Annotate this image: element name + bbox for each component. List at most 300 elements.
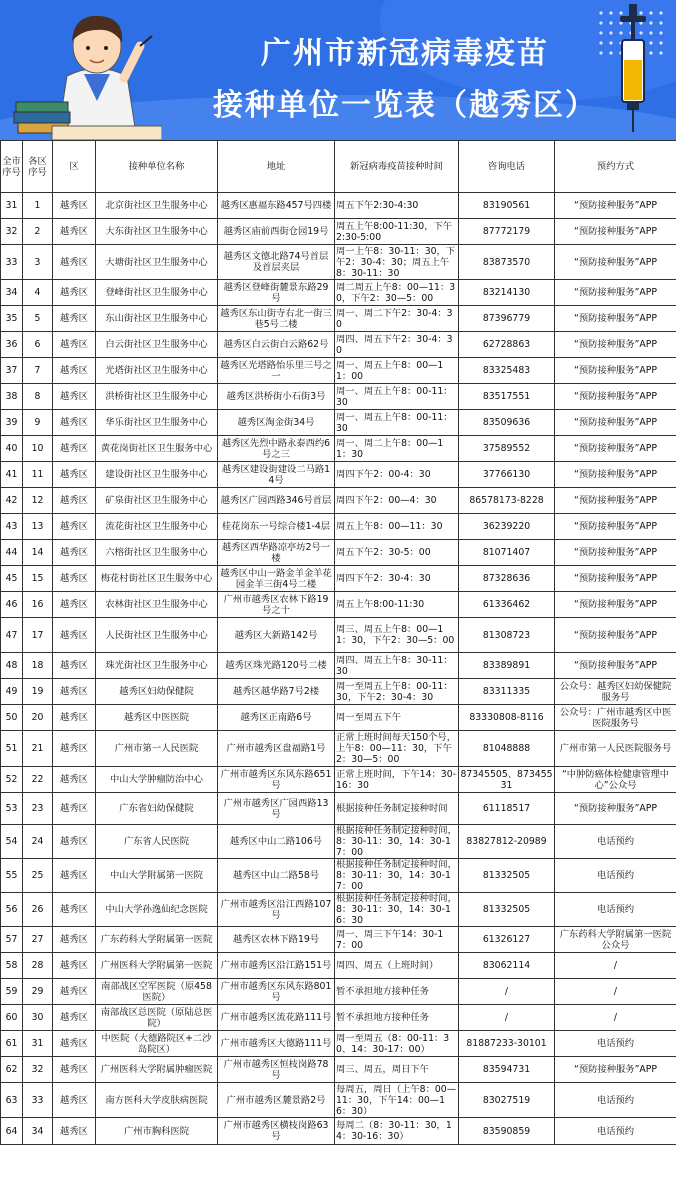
district-cell: 越秀区 [53,731,96,767]
city-seq-cell: 60 [1,1005,23,1031]
district-cell: 越秀区 [53,280,96,306]
unit-name-cell: 大东街社区卫生服务中心 [96,219,218,245]
unit-name-cell: 梅花村街社区卫生服务中心 [96,566,218,592]
city-seq-cell: 34 [1,280,23,306]
city-seq-cell: 36 [1,332,23,358]
district-cell: 越秀区 [53,410,96,436]
unit-name-cell: 建设街社区卫生服务中心 [96,462,218,488]
booking-cell: “预防接种服务”APP [555,592,676,618]
city-seq-cell: 64 [1,1118,23,1145]
phone-cell: 37589552 [459,436,555,462]
time-cell: 根据接种任务制定接种时间，8：30-11：30，14：30-17：00 [336,825,457,858]
unit-name-cell: 光塔街社区卫生服务中心 [96,358,218,384]
table-row [1,679,676,705]
district-cell: 越秀区 [53,358,96,384]
phone-cell: 81308723 [459,618,555,653]
time-cell: 周一、周二上午8：00—11：30 [335,436,459,462]
address-cell: 越秀区中山二路58号 [218,859,335,893]
unit-name-cell: 越秀区中医医院 [96,705,218,731]
phone-cell: / [459,1005,555,1031]
phone-cell: 83517551 [459,384,555,410]
district-cell: 越秀区 [53,793,96,825]
district-seq-cell: 1 [23,193,53,219]
booking-cell: “预防接种服务”APP [555,306,676,332]
table-row [1,953,676,979]
district-cell: 越秀区 [53,514,96,540]
district-cell: 越秀区 [53,436,96,462]
time-cell: 周二周五上午8：00—11：30，下午2：30—5：00 [335,280,459,306]
unit-name-cell: 流花街社区卫生服务中心 [96,514,218,540]
phone-cell: 62728863 [459,332,555,358]
phone-cell: 81071407 [459,540,555,566]
address-cell: 越秀区正南路6号 [218,705,335,731]
unit-name-cell: 北京街社区卫生服务中心 [96,193,218,219]
address-cell: 越秀区广园西路346号首层 [218,488,335,514]
syringe-icon [612,4,654,134]
unit-name-cell: 黄花岗街社区卫生服务中心 [96,436,218,462]
booking-cell: / [555,1005,676,1031]
district-seq-cell: 25 [23,859,53,893]
phone-cell: 83325483 [459,358,555,384]
booking-cell: / [555,953,676,979]
booking-cell: “预防接种服务”APP [555,384,676,410]
district-cell: 越秀区 [53,1118,96,1145]
time-cell: 周一、周五上午8：00—11：00 [335,358,459,384]
district-cell: 越秀区 [53,825,96,859]
district-cell: 越秀区 [53,592,96,618]
district-cell: 越秀区 [53,979,96,1005]
table-row [1,245,676,280]
city-seq-cell: 59 [1,979,23,1005]
city-seq-cell: 31 [1,193,23,219]
time-cell: 周四、周五下午2：30-4：30 [335,332,459,358]
booking-cell: 电话预约 [555,1031,676,1057]
booking-cell: “预防接种服务”APP [555,410,676,436]
unit-name-cell: 东山街社区卫生服务中心 [96,306,218,332]
booking-cell: 电话预约 [555,1083,676,1118]
city-seq-cell: 44 [1,540,23,566]
district-seq-cell: 21 [23,731,53,767]
unit-name-cell: 广州医科大学附属第一医院 [96,953,218,979]
time-cell: 正常上班时间每天150个号，上午8：00—11：30，下午2：30—5：00 [335,731,459,767]
phone-cell: 83330808-8116 [459,705,555,731]
time-cell: 周四、周五（上班时间） [335,953,459,979]
unit-name-cell: 登峰街社区卫生服务中心 [96,280,218,306]
time-cell: 周三、周五，周日下午 [335,1057,459,1083]
address-cell: 越秀区越华路7号2楼 [218,679,335,705]
address-cell: 越秀区登峰街麓景东路29号 [218,280,335,306]
district-cell: 越秀区 [53,488,96,514]
city-seq-cell: 49 [1,679,23,705]
district-cell: 越秀区 [53,653,96,679]
table-row [1,1057,676,1083]
unit-name-cell: 白云街社区卫生服务中心 [96,332,218,358]
table-row [1,280,676,306]
unit-name-cell: 越秀区妇幼保健院 [96,679,218,705]
address-cell: 越秀区光塔路怡乐里三号之一 [218,358,335,384]
phone-cell: 83873570 [459,245,555,280]
district-seq-cell: 9 [23,410,53,436]
city-seq-cell: 43 [1,514,23,540]
table-body [1,193,676,1145]
address-cell: 广州市越秀区横枝岗路63号 [218,1118,335,1145]
table-row [1,825,676,859]
table-row [1,859,676,893]
district-cell: 越秀区 [53,462,96,488]
phone-cell: 36239220 [459,514,555,540]
time-cell: 周五下午2:30-4:30 [335,193,459,219]
time-cell: 周一至周五下午 [335,705,459,731]
district-seq-cell: 10 [23,436,53,462]
address-cell: 桂花岗东一号综合楼1-4层 [218,514,335,540]
time-cell: 根据接种任务制定接种时间，8：30-11：30，14：30-17：00 [336,859,457,892]
table-row [1,592,676,618]
district-cell: 越秀区 [53,767,96,793]
city-seq-cell: 54 [1,825,23,859]
phone-cell: 87328636 [459,566,555,592]
city-seq-cell: 56 [1,893,23,927]
district-cell: 越秀区 [53,618,96,653]
unit-name-cell: 农林街社区卫生服务中心 [96,592,218,618]
time-cell: 周五上午8:00-11:30 [335,592,459,618]
city-seq-cell: 53 [1,793,23,825]
city-seq-cell: 51 [1,731,23,767]
address-cell: 广州市越秀区流花路111号 [218,1005,335,1031]
district-seq-cell: 19 [23,679,53,705]
district-cell: 越秀区 [53,679,96,705]
phone-cell: 81332505 [459,859,555,893]
booking-cell: 电话预约 [555,859,676,893]
address-cell: 越秀区庙前西街仓园19号 [218,219,335,245]
phone-cell: 83389891 [459,653,555,679]
address-cell: 广州市越秀区东风东路801号 [218,979,335,1005]
district-cell: 越秀区 [53,193,96,219]
booking-cell: “预防接种服务”APP [555,358,676,384]
city-seq-cell: 50 [1,705,23,731]
unit-name-cell: 南方医科大学皮肤病医院 [96,1083,218,1118]
district-cell: 越秀区 [53,859,96,893]
address-cell: 广州市越秀区麓景路2号 [218,1083,335,1118]
address-cell: 越秀区中山一路金羊金羊花园金羊三街4号二楼 [218,566,335,592]
time-cell: 周五上午8:00-11:30，下午2:30-5:00 [335,219,459,245]
district-cell: 越秀区 [53,566,96,592]
booking-cell: “预防接种服务”APP [555,566,676,592]
table-row [1,462,676,488]
time-cell: 周三、周五上午8：00—11：30，下午2：30—5：00 [335,618,459,653]
address-cell: 广州市越秀区盘福路1号 [218,731,335,767]
table-row [1,332,676,358]
table-row [1,1031,676,1057]
district-seq-cell: 20 [23,705,53,731]
district-seq-cell: 28 [23,953,53,979]
city-seq-cell: 47 [1,618,23,653]
city-seq-cell: 39 [1,410,23,436]
district-cell: 越秀区 [53,1057,96,1083]
phone-cell: 37766130 [459,462,555,488]
unit-name-cell: 人民街社区卫生服务中心 [96,618,218,653]
district-seq-cell: 30 [23,1005,53,1031]
header-district-seq: 各区序号 [23,141,53,193]
booking-cell: “预防接种服务”APP [555,618,676,653]
city-seq-cell: 35 [1,306,23,332]
table-row [1,893,676,927]
unit-name-cell: 广东省人民医院 [96,825,218,859]
district-seq-cell: 17 [23,618,53,653]
district-cell: 越秀区 [53,306,96,332]
phone-cell: 83594731 [459,1057,555,1083]
district-seq-cell: 12 [23,488,53,514]
phone-cell: 83590859 [459,1118,555,1145]
district-cell: 越秀区 [53,540,96,566]
time-cell: 周四下午2：30-4：30 [335,566,459,592]
table-row [1,514,676,540]
unit-name-cell: 华乐街社区卫生服务中心 [96,410,218,436]
unit-name-cell: 六榕街社区卫生服务中心 [96,540,218,566]
booking-cell: “预防接种服务”APP [555,514,676,540]
booking-cell: 广东药科大学附属第一医院公众号 [555,927,676,953]
header-vaccination-time: 新冠病毒疫苗接种时间 [335,141,459,193]
time-cell: 每周五，周日（上午8：00—11：30，下午14：00—16：30） [335,1083,459,1118]
table-row [1,219,676,245]
district-cell: 越秀区 [53,893,96,927]
time-cell: 根据接种任务制定接种时间 [335,793,459,825]
booking-cell: “预防接种服务”APP [555,540,676,566]
booking-cell: 电话预约 [555,893,676,927]
phone-cell: 61118517 [459,793,555,825]
time-cell: 周一、周二下午2：30-4：30 [335,306,459,332]
district-seq-cell: 32 [23,1057,53,1083]
phone-cell: 87345505、87345531 [460,768,553,791]
district-seq-cell: 27 [23,927,53,953]
phone-cell: / [459,979,555,1005]
district-seq-cell: 6 [23,332,53,358]
unit-name-cell: 珠光街社区卫生服务中心 [96,653,218,679]
district-seq-cell: 29 [23,979,53,1005]
unit-name-cell: 大塘街社区卫生服务中心 [96,245,218,280]
district-seq-cell: 26 [23,893,53,927]
table-row [1,1118,676,1145]
time-cell: 周四下午2：00—4：30 [335,488,459,514]
table-row [1,566,676,592]
phone-cell: 83214130 [459,280,555,306]
table-row [1,488,676,514]
phone-cell: 81332505 [459,893,555,927]
city-seq-cell: 42 [1,488,23,514]
district-seq-cell: 33 [23,1083,53,1118]
booking-cell: “预防接种服务”APP [555,793,676,825]
table-row [1,793,676,825]
district-cell: 越秀区 [53,953,96,979]
phone-cell: 83190561 [459,193,555,219]
district-cell: 越秀区 [53,927,96,953]
table-row [1,927,676,953]
unit-name-cell: 广州医科大学附属肿瘤医院 [96,1057,218,1083]
time-cell: 周一至周五（8：00-11：30、14：30-17：00） [335,1031,459,1057]
booking-cell: 公众号：越秀区妇幼保健院服务号 [555,679,676,705]
unit-name-cell: 中山大学孙逸仙纪念医院 [96,893,218,927]
address-cell: 越秀区农林下路19号 [218,927,335,953]
city-seq-cell: 58 [1,953,23,979]
booking-cell: “预防接种服务”APP [555,193,676,219]
unit-name-cell: 中山大学肿瘤防治中心 [96,767,218,793]
city-seq-cell: 37 [1,358,23,384]
time-cell: 暂不承担地方接种任务 [335,1005,459,1031]
city-seq-cell: 40 [1,436,23,462]
address-cell: 越秀区文德北路74号首层及首层夹层 [218,245,335,280]
booking-cell: “预防接种服务”APP [555,436,676,462]
header-unit-name: 接种单位名称 [96,141,218,193]
district-seq-cell: 11 [23,462,53,488]
city-seq-cell: 61 [1,1031,23,1057]
phone-cell: 83509636 [459,410,555,436]
table-row [1,193,676,219]
booking-cell: “预防接种服务”APP [555,280,676,306]
city-seq-cell: 48 [1,653,23,679]
city-seq-cell: 52 [1,767,23,793]
city-seq-cell: 62 [1,1057,23,1083]
table-row [1,358,676,384]
table-row [1,384,676,410]
unit-name-cell: 中医院（大德路院区+二沙岛院区） [96,1031,218,1057]
city-seq-cell: 38 [1,384,23,410]
district-cell: 越秀区 [53,1083,96,1118]
district-seq-cell: 23 [23,793,53,825]
district-seq-cell: 16 [23,592,53,618]
table-row [1,979,676,1005]
address-cell: 广州市越秀区大德路111号 [218,1031,335,1057]
city-seq-cell: 41 [1,462,23,488]
table-row [1,705,676,731]
booking-cell: “预防接种服务”APP [555,1057,676,1083]
time-cell: 周五下午2：30-5：00 [335,540,459,566]
address-cell: 越秀区建设街建设二马路14号 [218,462,335,488]
unit-name-cell: 广州市第一人民医院 [96,731,218,767]
district-cell: 越秀区 [53,219,96,245]
table-row [1,653,676,679]
time-cell: 周四、周五上午8：30-11：30 [335,653,459,679]
phone-cell: 83062114 [459,953,555,979]
city-seq-cell: 57 [1,927,23,953]
address-cell: 越秀区中山二路106号 [218,825,335,859]
district-cell: 越秀区 [53,332,96,358]
address-cell: 越秀区西华路凉亭坊2号一楼 [218,540,335,566]
table-row [1,1083,676,1118]
time-cell: 暂不承担地方接种任务 [335,979,459,1005]
phone-cell: 83827812-20989 [459,825,555,859]
phone-cell: 81887233-30101 [459,1031,555,1057]
district-seq-cell: 18 [23,653,53,679]
city-seq-cell: 32 [1,219,23,245]
table-row [1,618,676,653]
time-cell: 周四下午2：00-4：30 [335,462,459,488]
phone-cell: 83311335 [459,679,555,705]
district-seq-cell: 22 [23,767,53,793]
address-cell: 广州市越秀区沿江西路107号 [218,893,335,927]
unit-name-cell: 广东药科大学附属第一医院 [96,927,218,953]
address-cell: 越秀区大新路142号 [218,618,335,653]
district-seq-cell: 4 [23,280,53,306]
booking-cell: / [555,979,676,1005]
table-row [1,410,676,436]
teacher-illustration [12,6,162,140]
booking-cell: “中肿防癌体检健康管理中心”公众号 [555,767,676,793]
district-seq-cell: 31 [23,1031,53,1057]
phone-cell: 83027519 [459,1083,555,1118]
address-cell: 广州市越秀区农林下路19号之十 [218,592,335,618]
table-row [1,306,676,332]
time-cell: 周一、周五上午8：00-11：30 [335,410,459,436]
header-booking-method: 预约方式 [555,141,676,193]
time-cell: 正常上班时间，下午14：30-16：30 [335,767,459,793]
unit-name-cell: 广州市胸科医院 [96,1118,218,1145]
address-cell: 越秀区洪桥街小石街3号 [218,384,335,410]
district-seq-cell: 24 [23,825,53,859]
booking-cell: “预防接种服务”APP [555,653,676,679]
unit-name-cell: 南部战区空军医院（原458医院） [96,979,218,1005]
address-cell: 越秀区珠光路120号二楼 [218,653,335,679]
booking-cell: 电话预约 [555,1118,676,1145]
booking-cell: “预防接种服务”APP [555,462,676,488]
table-row [1,436,676,462]
phone-cell: 81048888 [459,731,555,767]
unit-name-cell: 中山大学附属第一医院 [96,859,218,893]
district-seq-cell: 7 [23,358,53,384]
city-seq-cell: 45 [1,566,23,592]
district-seq-cell: 34 [23,1118,53,1145]
address-cell: 越秀区淘金街34号 [218,410,335,436]
address-cell: 越秀区惠福东路457号四楼 [218,193,335,219]
table-row [1,767,676,793]
time-cell: 周一至周五上午8：00-11：30，下午2：30-4：30 [335,679,459,705]
district-seq-cell: 8 [23,384,53,410]
district-seq-cell: 2 [23,219,53,245]
address-cell: 广州市越秀区东风东路651号 [218,767,335,793]
phone-cell: 61326127 [459,927,555,953]
district-cell: 越秀区 [53,1005,96,1031]
address-cell: 越秀区先烈中路永泰西约6号之三 [218,436,335,462]
district-seq-cell: 15 [23,566,53,592]
header-district: 区 [53,141,96,193]
time-cell: 周一、周三下午14：30-17：00 [335,927,459,953]
unit-name-cell: 广东省妇幼保健院 [96,793,218,825]
table-row [1,540,676,566]
address-cell: 越秀区白云街白云路62号 [218,332,335,358]
time-cell: 周一上午8：30-11：30，下午2：30-4：30；周五上午8：30-11：30 [335,245,459,280]
time-cell: 根据接种任务制定接种时间，8：30-11：30，14：30-16：30 [336,893,457,926]
district-seq-cell: 13 [23,514,53,540]
address-cell: 广州市越秀区沿江路151号 [218,953,335,979]
city-seq-cell: 55 [1,859,23,893]
table-header-row [1,141,676,193]
district-cell: 越秀区 [53,245,96,280]
city-seq-cell: 33 [1,245,23,280]
time-cell: 周一、周五上午8：00-11：30 [335,384,459,410]
phone-cell: 61336462 [459,592,555,618]
time-cell: 周五上午8：00—11：30 [335,514,459,540]
table-row [1,1005,676,1031]
time-cell: 每周二（8：30-11：30，14：30-16：30） [335,1118,459,1145]
header-address: 地址 [218,141,335,193]
booking-cell: “预防接种服务”APP [555,245,676,280]
district-seq-cell: 5 [23,306,53,332]
address-cell: 广州市越秀区广园西路13号 [218,793,335,825]
booking-cell: “预防接种服务”APP [555,219,676,245]
booking-cell: “预防接种服务”APP [555,488,676,514]
banner-title-line2: 接种单位一览表（越秀区） [213,88,597,123]
district-seq-cell: 3 [23,245,53,280]
header-phone: 咨询电话 [459,141,555,193]
booking-cell: 公众号：广州市越秀区中医医院服务号 [555,705,676,731]
